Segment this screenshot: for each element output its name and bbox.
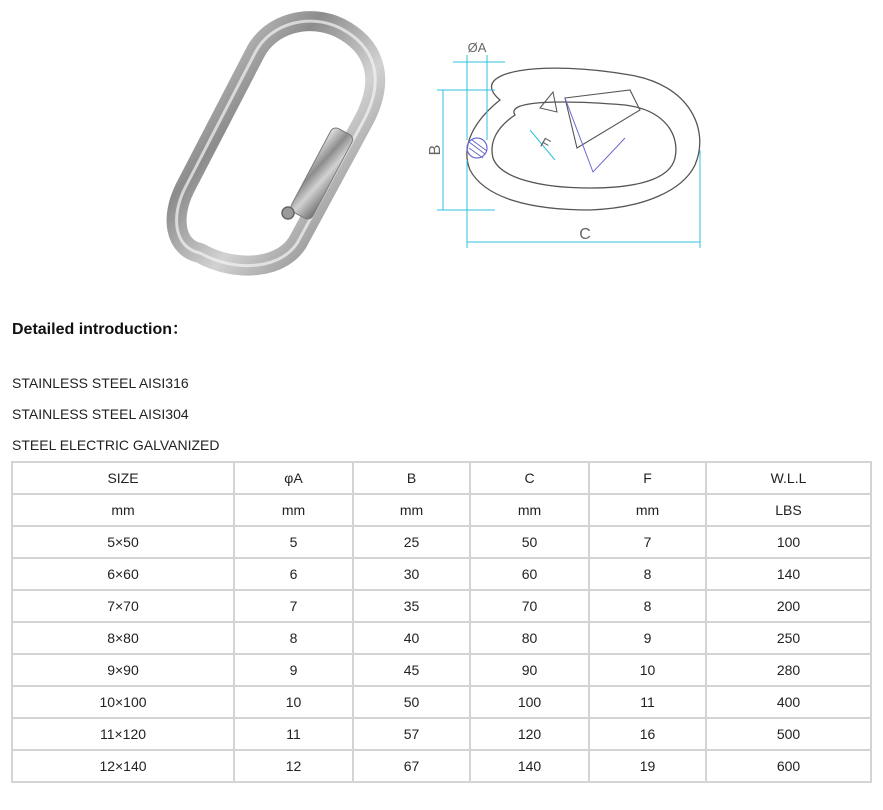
unit-cell: mm bbox=[353, 494, 470, 526]
table-cell: 60 bbox=[470, 558, 589, 590]
spec-table bbox=[11, 461, 872, 783]
table-cell: 25 bbox=[353, 526, 470, 558]
header-cell: B bbox=[353, 462, 470, 494]
unit-cell: mm bbox=[234, 494, 353, 526]
table-cell: 8 bbox=[234, 622, 353, 654]
unit-cell: mm bbox=[470, 494, 589, 526]
table-row bbox=[12, 750, 871, 782]
table-row bbox=[12, 558, 871, 590]
table-row bbox=[12, 526, 871, 558]
table-cell: 100 bbox=[470, 686, 589, 718]
table-row bbox=[12, 622, 871, 654]
table-cell: 8 bbox=[589, 558, 706, 590]
table-cell: 16 bbox=[589, 718, 706, 750]
table-units-row bbox=[12, 494, 871, 526]
header-cell: W.L.L bbox=[706, 462, 871, 494]
table-cell: 67 bbox=[353, 750, 470, 782]
table-cell: 70 bbox=[470, 590, 589, 622]
table-cell: 50 bbox=[470, 526, 589, 558]
header-cell: SIZE bbox=[12, 462, 234, 494]
snap-hook-photo bbox=[160, 8, 405, 288]
table-row bbox=[12, 590, 871, 622]
table-cell: 11 bbox=[589, 686, 706, 718]
table-cell: 90 bbox=[470, 654, 589, 686]
table-cell: 8 bbox=[589, 590, 706, 622]
table-cell: 100 bbox=[706, 526, 871, 558]
table-cell: 19 bbox=[589, 750, 706, 782]
table-cell: 50 bbox=[353, 686, 470, 718]
table-cell: 7 bbox=[589, 526, 706, 558]
table-cell: 6×60 bbox=[12, 558, 234, 590]
table-cell: 10 bbox=[589, 654, 706, 686]
table-cell: 30 bbox=[353, 558, 470, 590]
table-cell: 11 bbox=[234, 718, 353, 750]
table-cell: 10×100 bbox=[12, 686, 234, 718]
table-cell: 12 bbox=[234, 750, 353, 782]
table-cell: 120 bbox=[470, 718, 589, 750]
table-row bbox=[12, 718, 871, 750]
dim-label-b: B bbox=[427, 144, 444, 156]
table-cell: 10 bbox=[234, 686, 353, 718]
table-cell: 8×80 bbox=[12, 622, 234, 654]
table-cell: 11×120 bbox=[12, 718, 234, 750]
table-cell: 45 bbox=[353, 654, 470, 686]
dimension-drawing bbox=[425, 30, 725, 255]
table-cell: 280 bbox=[706, 654, 871, 686]
table-row bbox=[12, 686, 871, 718]
unit-cell: mm bbox=[12, 494, 234, 526]
table-cell: 57 bbox=[353, 718, 470, 750]
table-cell: 140 bbox=[470, 750, 589, 782]
table-header-row bbox=[12, 462, 871, 494]
table-cell: 80 bbox=[470, 622, 589, 654]
unit-cell: mm bbox=[589, 494, 706, 526]
header-cell: C bbox=[470, 462, 589, 494]
table-cell: 35 bbox=[353, 590, 470, 622]
table-cell: 5×50 bbox=[12, 526, 234, 558]
table-cell: 200 bbox=[706, 590, 871, 622]
section-heading: Detailed introduction： bbox=[12, 321, 189, 338]
table-cell: 250 bbox=[706, 622, 871, 654]
table-cell: 12×140 bbox=[12, 750, 234, 782]
table-cell: 9×90 bbox=[12, 654, 234, 686]
table-cell: 9 bbox=[589, 622, 706, 654]
table-cell: 500 bbox=[706, 718, 871, 750]
table-cell: 5 bbox=[234, 526, 353, 558]
material-line: STAINLESS STEEL AISI304 bbox=[12, 406, 189, 422]
header-cell: F bbox=[589, 462, 706, 494]
material-line: STEEL ELECTRIC GALVANIZED bbox=[12, 437, 220, 453]
table-row bbox=[12, 654, 871, 686]
table-cell: 7×70 bbox=[12, 590, 234, 622]
table-cell: 600 bbox=[706, 750, 871, 782]
table-cell: 400 bbox=[706, 686, 871, 718]
unit-cell: LBS bbox=[706, 494, 871, 526]
table-cell: 7 bbox=[234, 590, 353, 622]
material-line: STAINLESS STEEL AISI316 bbox=[12, 375, 189, 391]
table-cell: 140 bbox=[706, 558, 871, 590]
header-cell: φA bbox=[234, 462, 353, 494]
dim-label-a: ØA bbox=[467, 40, 487, 55]
dim-label-c: C bbox=[579, 226, 591, 243]
table-cell: 9 bbox=[234, 654, 353, 686]
table-cell: 6 bbox=[234, 558, 353, 590]
dim-label-f: F bbox=[537, 134, 554, 153]
table-cell: 40 bbox=[353, 622, 470, 654]
